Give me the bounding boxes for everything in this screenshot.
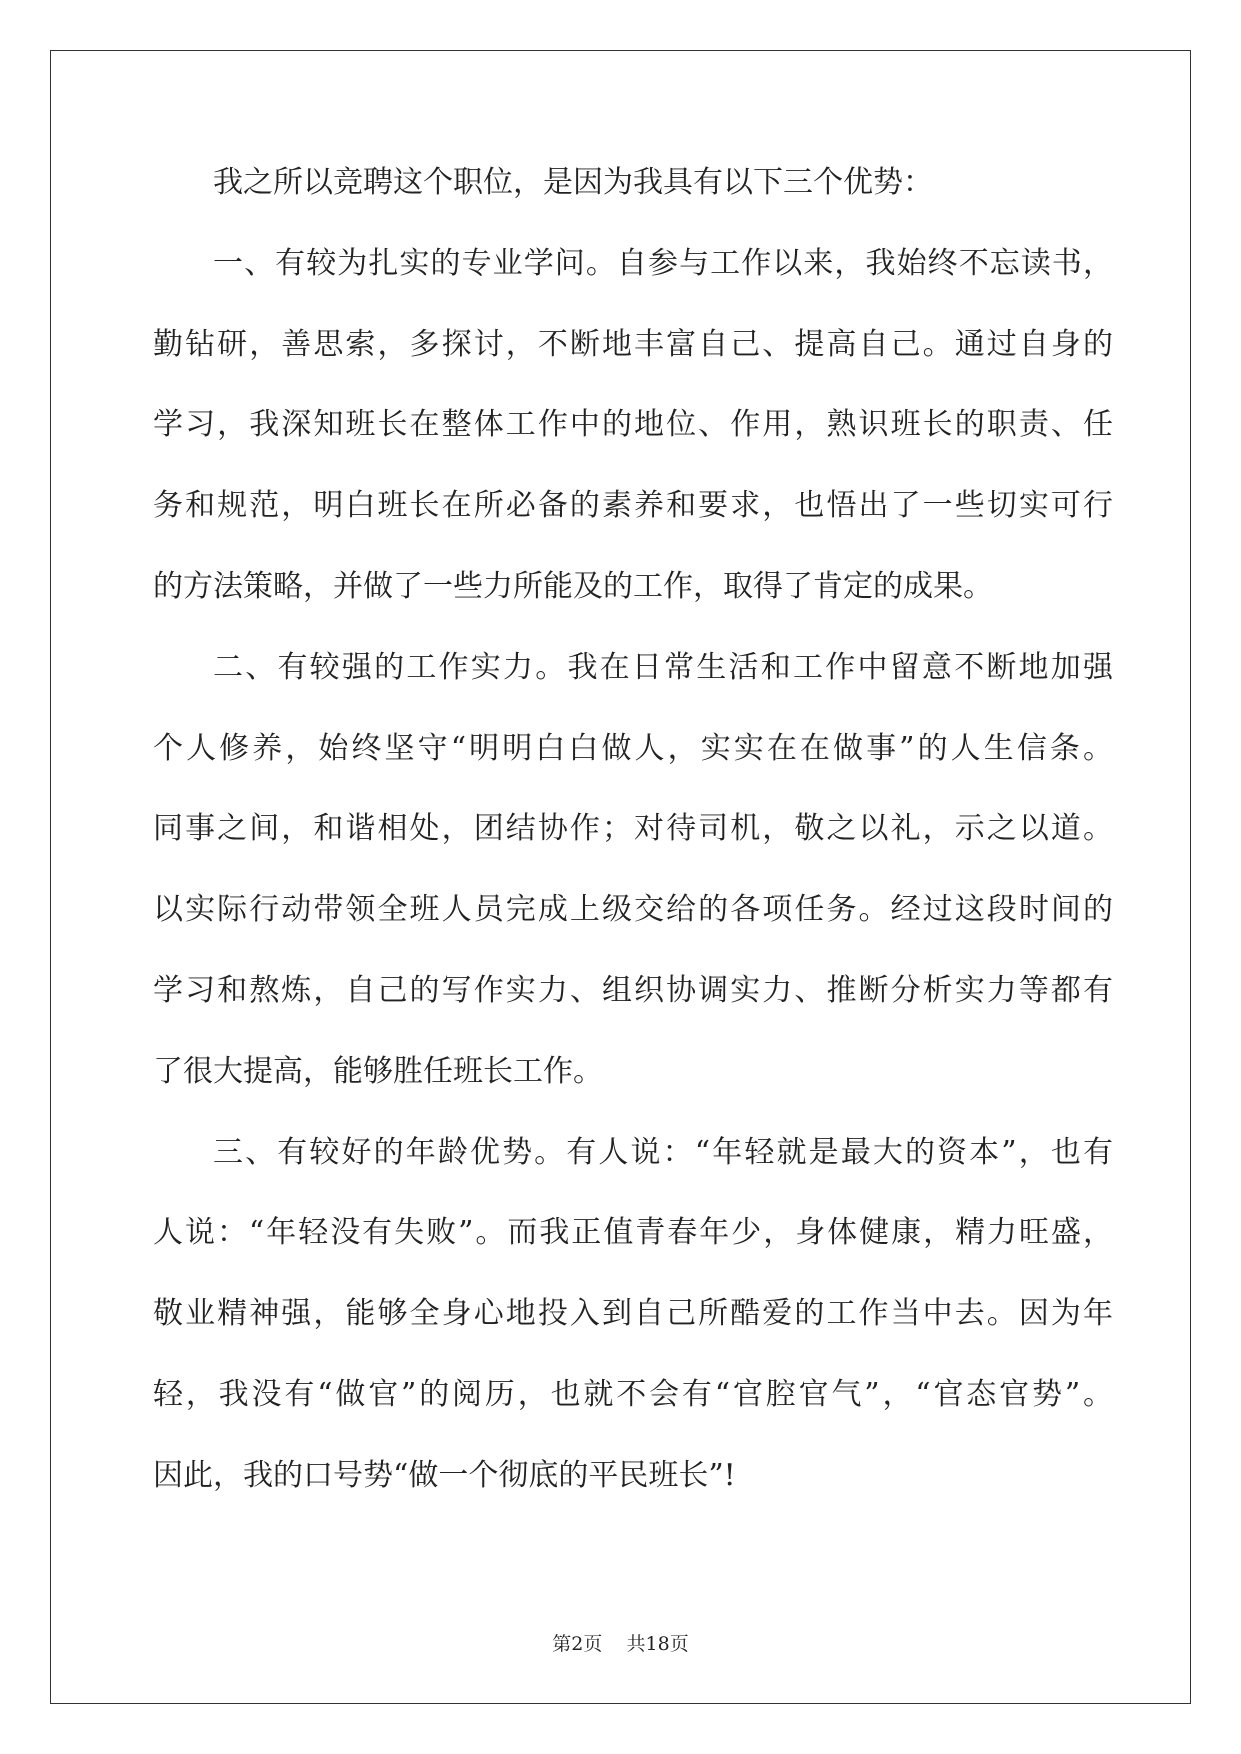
text-line: 了很大提高，能够胜任班长工作。 [153, 1053, 603, 1089]
text-line: 一、有较为扎实的专业学问。自参与工作以来，我始终不忘读书， [213, 245, 1113, 281]
text-line: 人说：“年轻没有失败”。而我正值青春年少，身体健康，精力旺盛， [153, 1215, 1113, 1251]
text-line: 学习和熬炼，自己的写作实力、组织协调实力、推断分析实力等都有 [153, 972, 1113, 1008]
text-line: 同事之间，和谐相处，团结协作；对待司机，敬之以礼，示之以道。 [153, 811, 1113, 847]
text-line: 的方法策略，并做了一些力所能及的工作，取得了肯定的成果。 [153, 568, 993, 604]
paragraph-advantage-two [153, 645, 1113, 1130]
document-body [153, 160, 1113, 1534]
text-line: 敬业精神强，能够全身心地投入到自己所酷爱的工作当中去。因为年 [153, 1296, 1113, 1332]
text-line: 以实际行动带领全班人员完成上级交给的各项任务。经过这段时间的 [153, 892, 1113, 928]
paragraph-intro [153, 160, 1113, 241]
text-line: 学习，我深知班长在整体工作中的地位、作用，熟识班长的职责、任 [153, 407, 1113, 443]
text-line: 勤钻研，善思索，多探讨，不断地丰富自己、提高自己。通过自身的 [153, 326, 1113, 362]
paragraph-advantage-one [153, 241, 1113, 645]
text-line: 务和规范，明白班长在所必备的素养和要求，也悟出了一些切实可行 [153, 488, 1113, 524]
text-line: 我之所以竞聘这个职位，是因为我具有以下三个优势： [213, 165, 933, 200]
text-line: 轻，我没有“做官”的阅历，也就不会有“官腔官气”，“官态官势”。 [153, 1376, 1113, 1412]
text-line: 三、有较好的年龄优势。有人说：“年轻就是最大的资本”，也有 [213, 1134, 1113, 1170]
text-line: 因此，我的口号势“做一个彻底的平民班长”! [153, 1457, 736, 1493]
page-number: 第2页 共18页 [552, 1633, 689, 1655]
text-line: 个人修养，始终坚守“明明白白做人，实实在在做事”的人生信条。 [153, 730, 1113, 766]
paragraph-advantage-three [153, 1130, 1113, 1534]
text-line: 二、有较强的工作实力。我在日常生活和工作中留意不断地加强 [213, 649, 1113, 685]
